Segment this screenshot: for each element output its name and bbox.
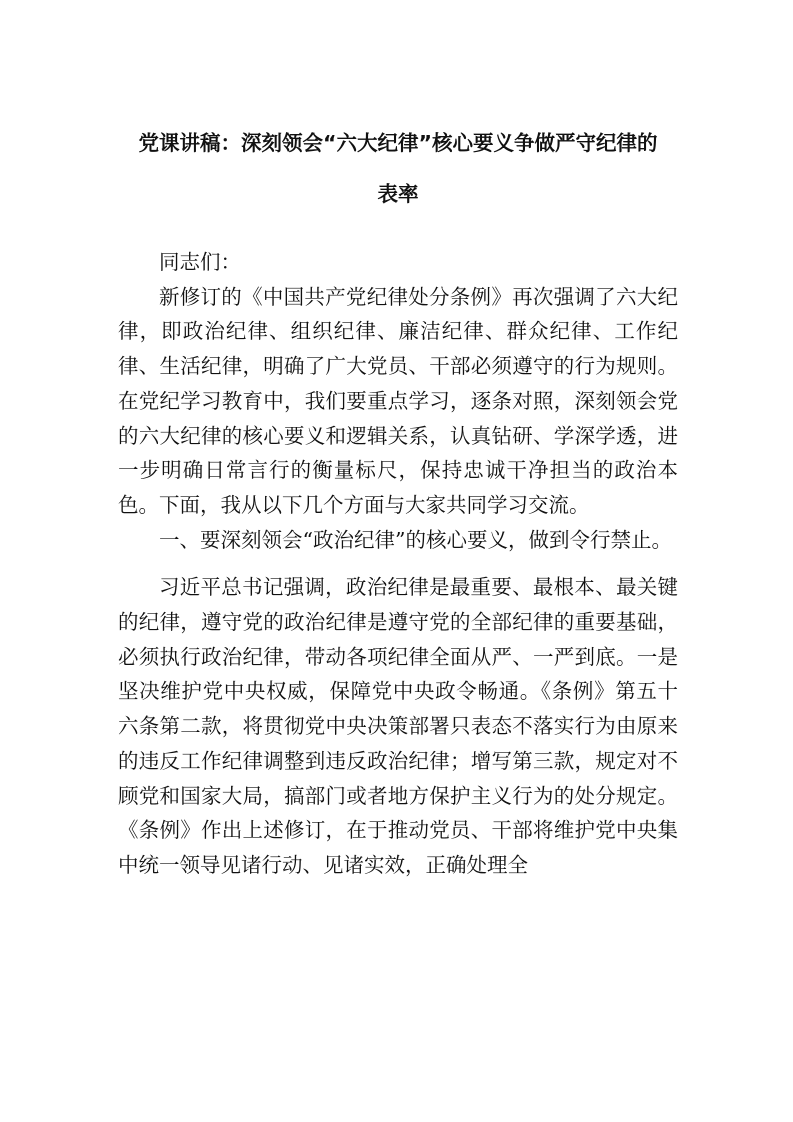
section-heading-paragraph: 一、要深刻领会“政治纪律”的核心要义，做到令行禁止。 — [159, 527, 672, 552]
document-body — [118, 245, 678, 883]
salutation-paragraph: 同志们： — [159, 250, 241, 274]
document-title-line-1: 党课讲稿：深刻领会“六大纪律”核心要义争做严守纪律的 — [138, 131, 658, 155]
document-title-line-2: 表率 — [377, 182, 419, 206]
body-paragraph: 习近平总书记强调，政治纪律是最重要、最根本、最关键的纪律，遵守党的政治纪律是遵守党的全部纪律的重要基础，必须执行政治纪律，带动各项纪律全面从严、一严到底。一是坚决维护党中央权威，保障党中央政令畅通。《条例》第五十六条第二款，将贯彻党中央决策部署只表态不落实行为由原来的违反工作纪律调整到违反政治纪律；增写第三款，规定对不顾党和国家大局，搞部门或者地方保护主义行为的处分规定。《条例》作出上述修订，在于推动党员、干部将维护党中央集中统一领导见诸行动、见诸实效，正确处理全 — [118, 575, 678, 877]
intro-paragraph: 新修订的《中国共产党纪律处分条例》再次强调了六大纪律，即政治纪律、组织纪律、廉洁纪律、群众纪律、工作纪律、生活纪律，明确了广大党员、干部必须遵守的行为规则。在党纪学习教育中，我们要重点学习，逐条对照，深刻领会党的六大纪律的核心要义和逻辑关系，认真钻研、学深学透，进一步明确日常言行的衡量标尺，保持忠诚干净担当的政治本色。下面，我从以下几个方面与大家共同学习交流。 — [118, 284, 678, 517]
